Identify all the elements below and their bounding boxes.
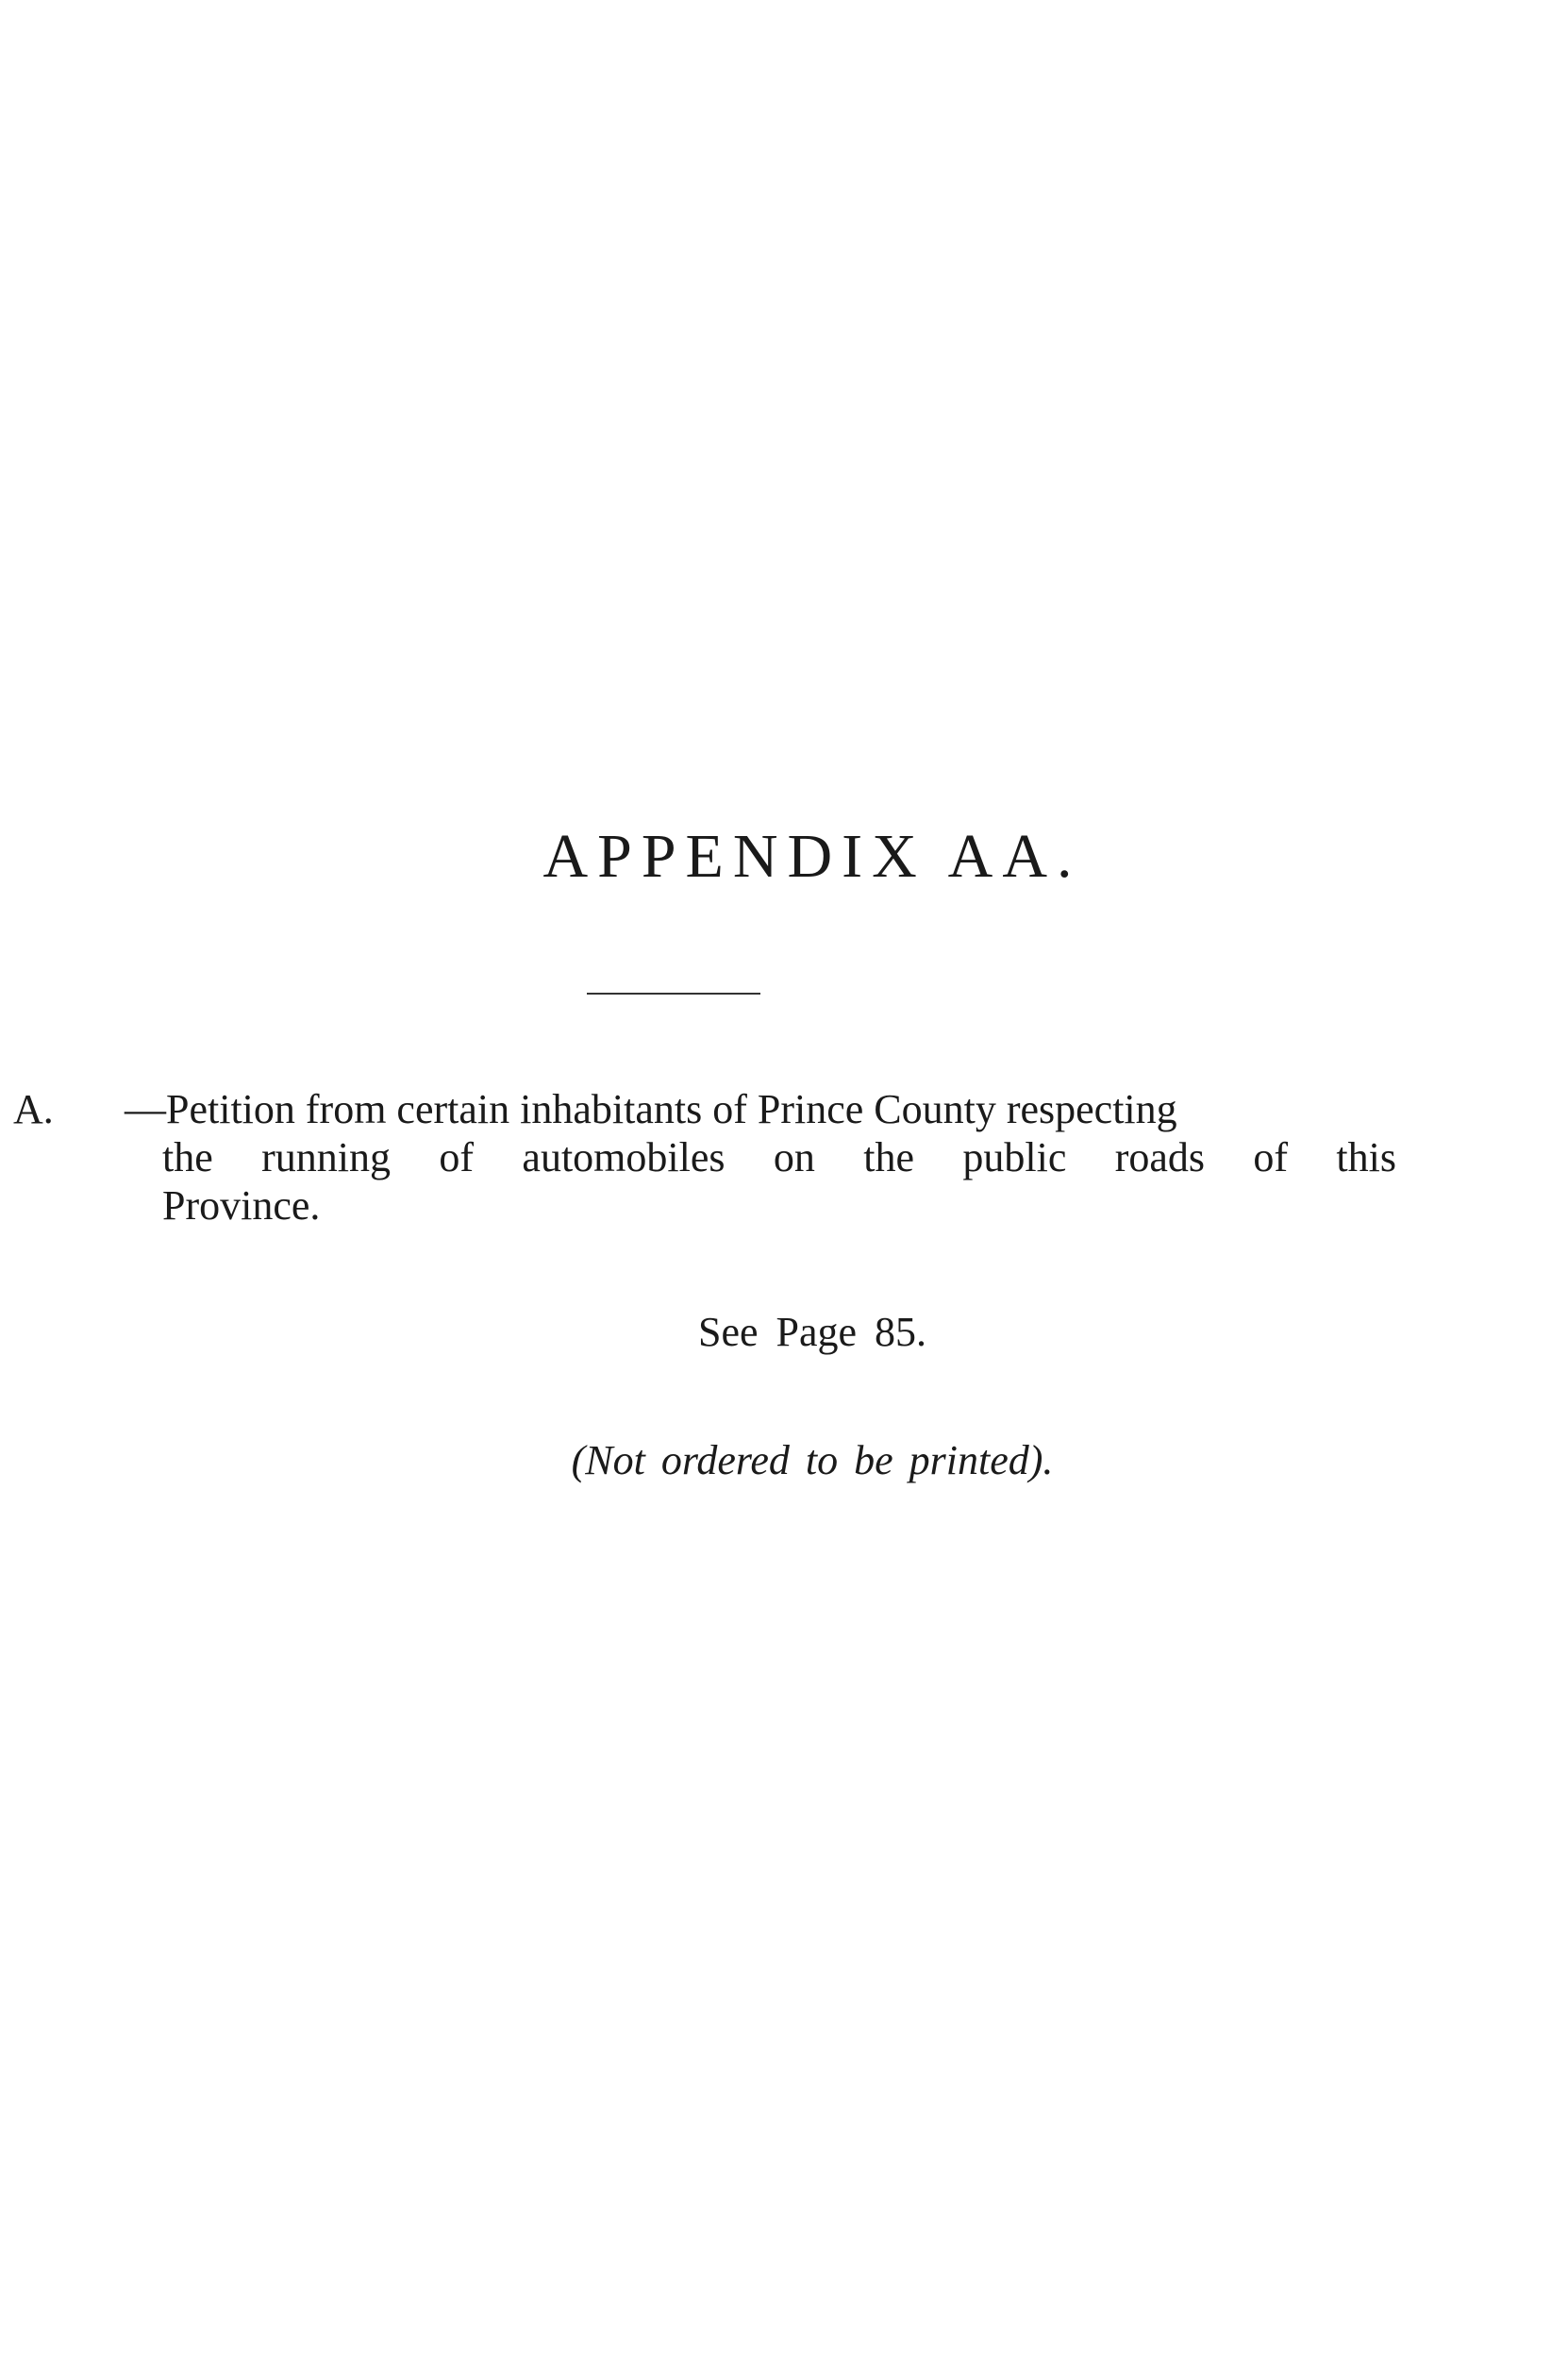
- heading-divider: [587, 993, 760, 995]
- appendix-heading: APPENDIX AA.: [542, 822, 1082, 891]
- entry-letter: A.: [13, 1086, 54, 1132]
- entry-line-2: the running of automobiles on the public roads of this: [162, 1134, 1396, 1180]
- printing-note: (Not ordered to be printed).: [571, 1437, 1054, 1483]
- entry-line-1: —Petition from certain inhabitants of Prince County respecting: [125, 1086, 1177, 1132]
- entry-line-3: Province.: [162, 1182, 321, 1229]
- page-reference: See Page 85.: [697, 1309, 927, 1355]
